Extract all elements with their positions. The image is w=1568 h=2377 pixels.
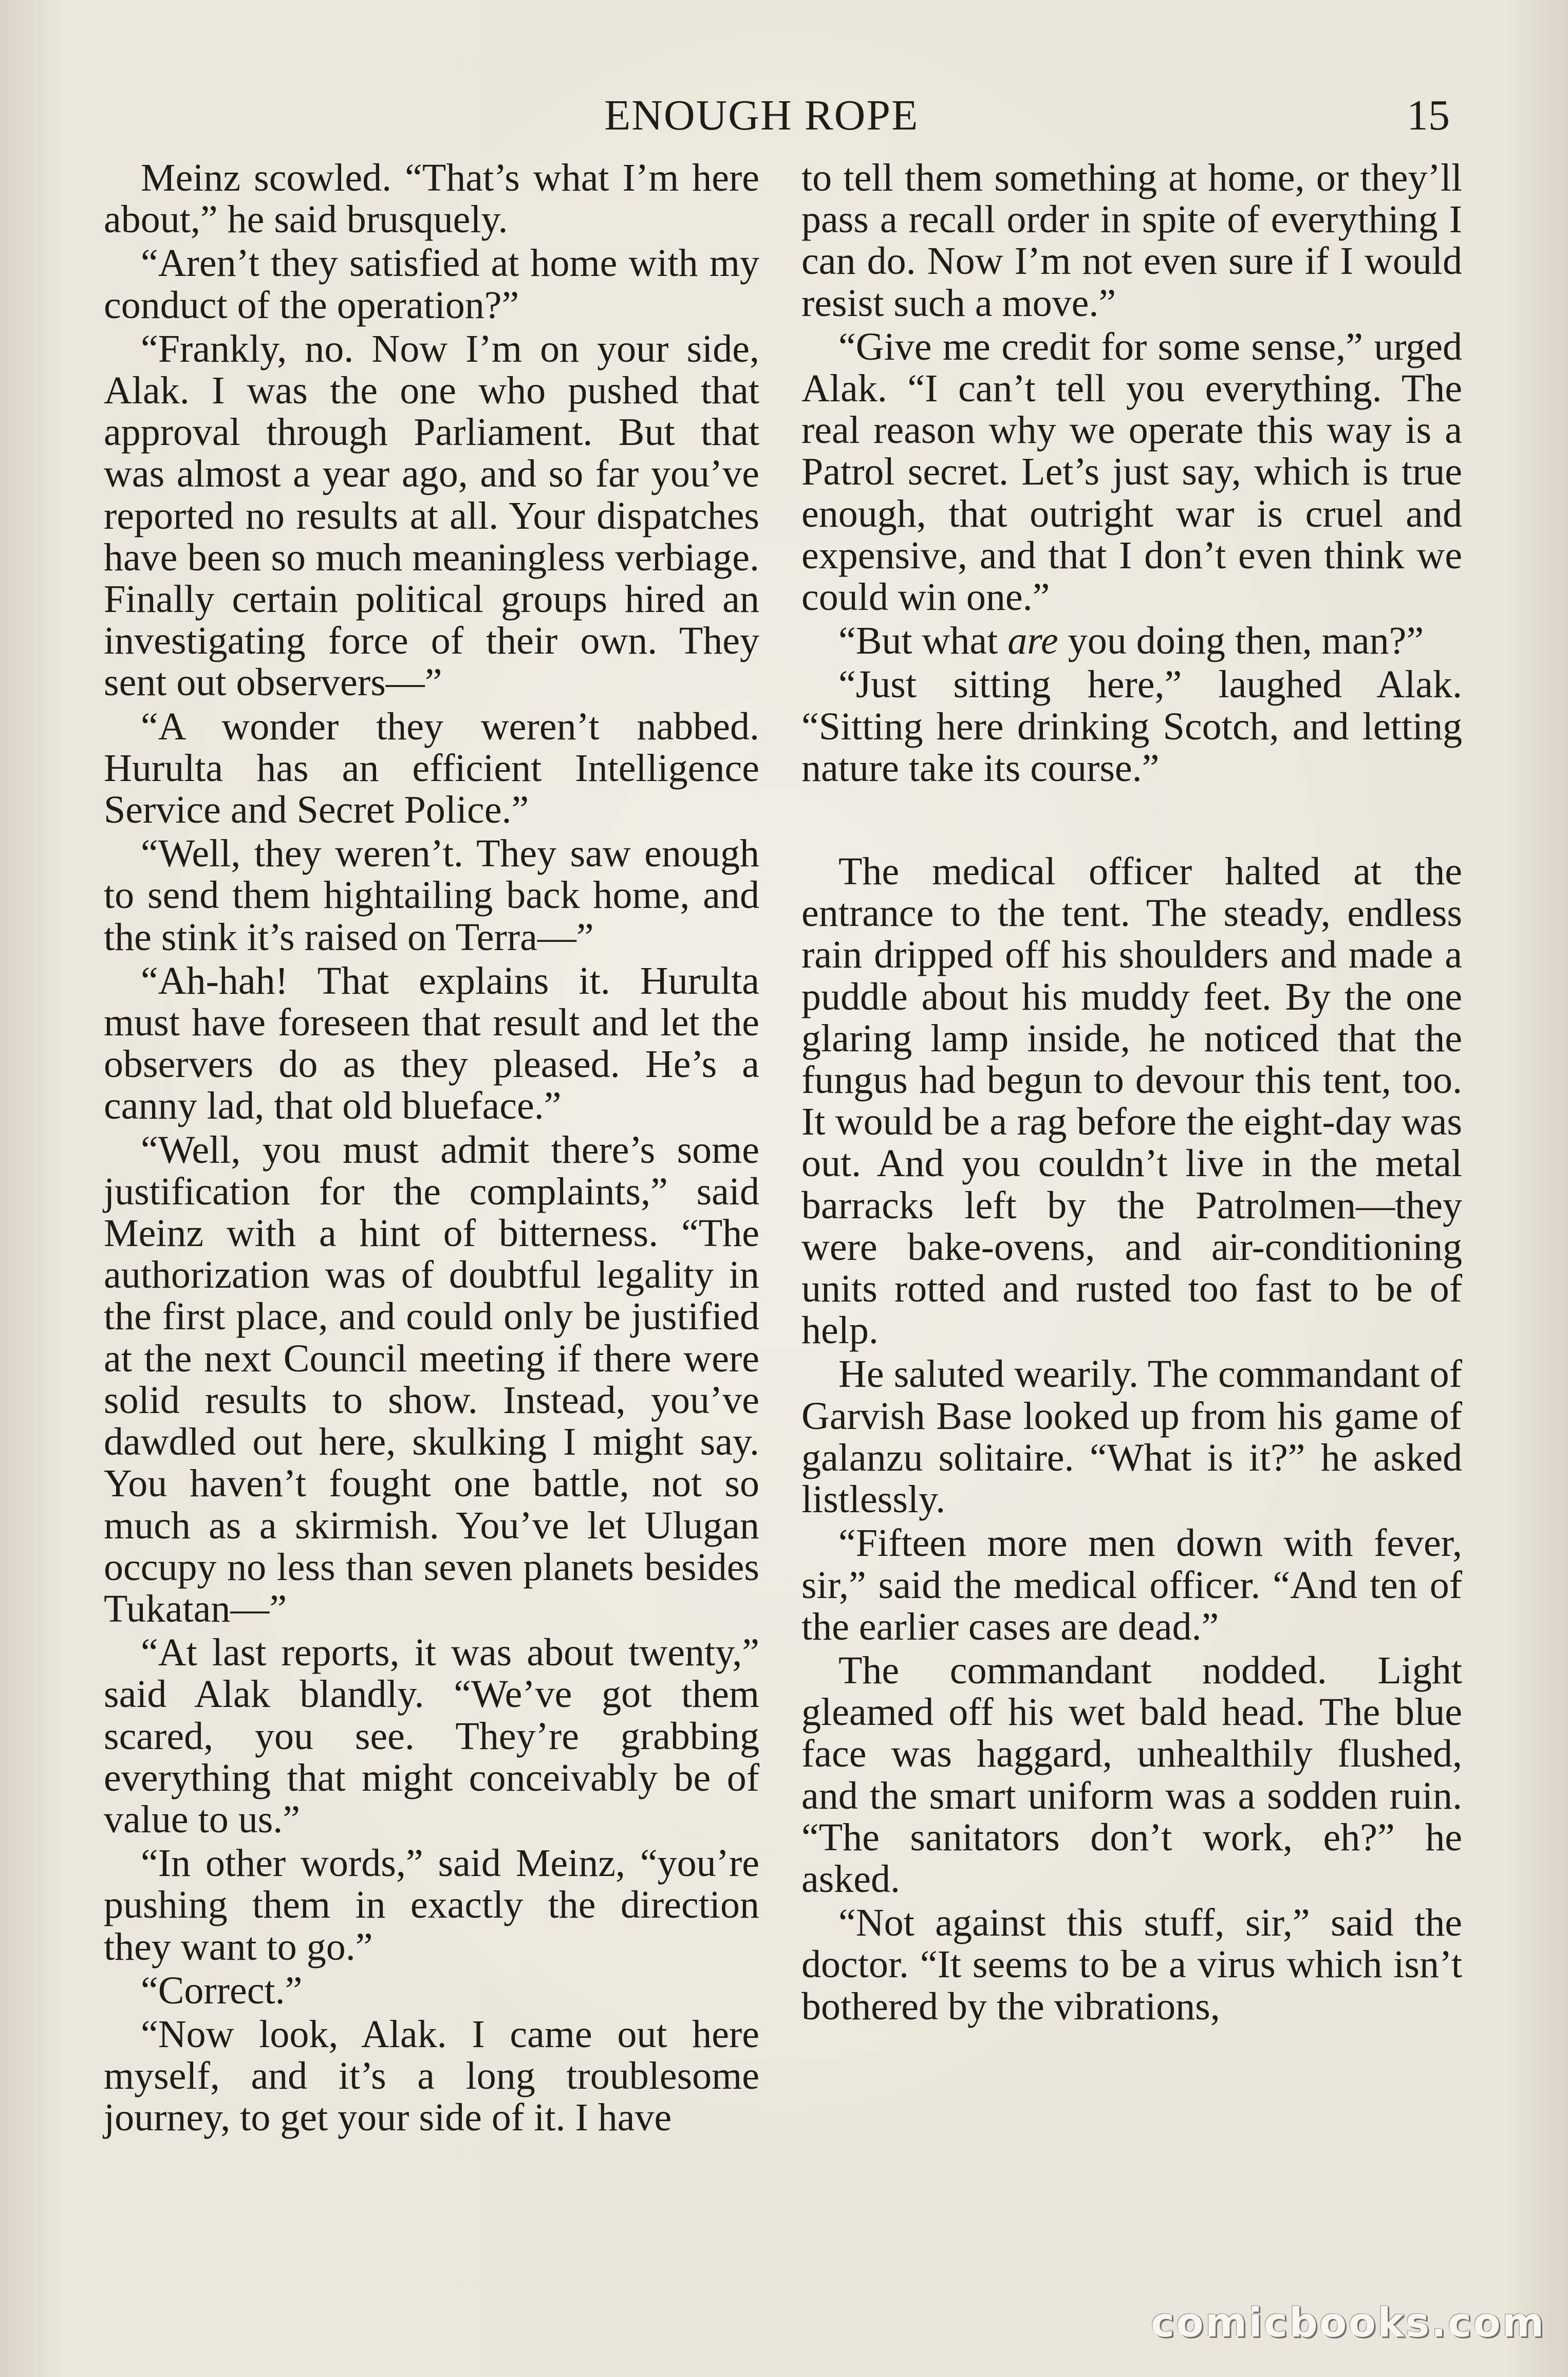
paragraph: “Well, they weren’t. They saw enough to send them hightailing back home, and the stink it’s raised on Terra—” (104, 832, 759, 959)
paragraph: Meinz scowled. “That’s what I’m here about,” he said brusquely. (104, 156, 759, 242)
paragraph: “Correct.” (141, 1969, 303, 2012)
left-column (104, 157, 759, 2139)
paragraph: The commandant nodded. Light gleamed off his wet bald head. The blue face was haggard, unhealthily flushed, and the smart uniform was a sodden ruin. “The sanitators don’t work, eh?” he asked. (801, 1648, 1462, 1901)
paragraph-continued: to tell them something at home, or they’ll pass a recall order in spite of everything I can do. Now I’m not even sure if I would resist such a move.” (801, 156, 1462, 325)
paragraph: He saluted wearily. The commandant of Garvish Base looked up from his game of galanzu solitaire. “What is it?” he asked listlessly. (801, 1352, 1462, 1521)
watermark-logo: comicbooks.com (1150, 2300, 1545, 2346)
paragraph: “Fifteen more men down with fever, sir,” said the medical officer. “And ten of the earlier cases are dead.” (801, 1521, 1462, 1648)
paragraph: “Frankly, no. Now I’m on your side, Alak. I was the one who pushed that approval through Parliament. But that was almost a year ago, and so far you’ve reported no results at all. Your dispatches have been so much meaningless verbiage. Finally certain political groups hired an investigating force of their own. They sent out observers—” (104, 327, 759, 704)
running-title: ENOUGH ROPE (604, 91, 919, 139)
paragraph: “At last reports, it was about twenty,” said Alak blandly. “We’ve got them scared, you see. They’re grabbing everything that might conceivably be of value to us.” (104, 1631, 759, 1841)
paragraph: “In other words,” said Meinz, “you’re pushing them in exactly the direction they want to go.” (104, 1842, 759, 1969)
paragraph: “Well, you must admit there’s some justification for the complaints,” said Meinz with a hint of bitterness. “The authorization was of doubtful legality in the first place, and could only be justified at the next Council meeting if there were solid results to show. Instead, you’ve dawdled out here, skulking I might say. You haven’t fought one battle, not so much as a skirmish. You’ve let Ulugan occupy no less than seven planets besides Tukatan—” (104, 1128, 759, 1630)
paragraph: “Now look, Alak. I came out here myself, and it’s a long troublesome journey, to get your side of it. I have (104, 2012, 759, 2140)
paragraph: The medical officer halted at the entrance to the tent. The steady, endless rain dripped off his shoulders and made a puddle about his muddy feet. By the one glaring lamp inside, he noticed that the fungus had begun to devour this tent, too. It would be a rag before the eight-day was out. And you couldn’t live in the metal barracks left by the Patrolmen—they were bake-ovens, and air-conditioning units rotted and rusted too fast to be of help. (801, 850, 1462, 1352)
paragraph: “Not against this stuff, sir,” said the doctor. “It seems to be a virus which isn’t bothered by the vibrations, (801, 1901, 1462, 2028)
paragraph-text: you doing then, man?” (1058, 619, 1424, 663)
right-column (801, 157, 1462, 2028)
section-break (801, 789, 1462, 851)
page-header (0, 87, 1568, 144)
paragraph-text: “But what (838, 619, 1008, 663)
italic-emphasis: are (1007, 619, 1058, 663)
paragraph: “Ah-hah! That explains it. Hurulta must have foreseen that result and let the observers do as they pleased. He’s a canny lad, that old blueface.” (104, 959, 759, 1128)
paragraph (801, 620, 1462, 662)
paragraph: “Aren’t they satisfied at home with my conduct of the operation?” (104, 242, 759, 327)
paragraph: “Give me credit for some sense,” urged Alak. “I can’t tell you everything. The real reason why we operate this way is a Patrol secret. Let’s just say, which is true enough, that outright war is cruel and expensive, and that I don’t even think we could win one.” (801, 325, 1462, 619)
paragraph: “A wonder they weren’t nabbed. Hurulta has an efficient Intelligence Service and Secret Police.” (104, 704, 759, 832)
paragraph: “Just sitting here,” laughed Alak. “Sitting here drinking Scotch, and letting nature take its course.” (801, 663, 1462, 790)
page-number: 15 (1407, 91, 1450, 139)
